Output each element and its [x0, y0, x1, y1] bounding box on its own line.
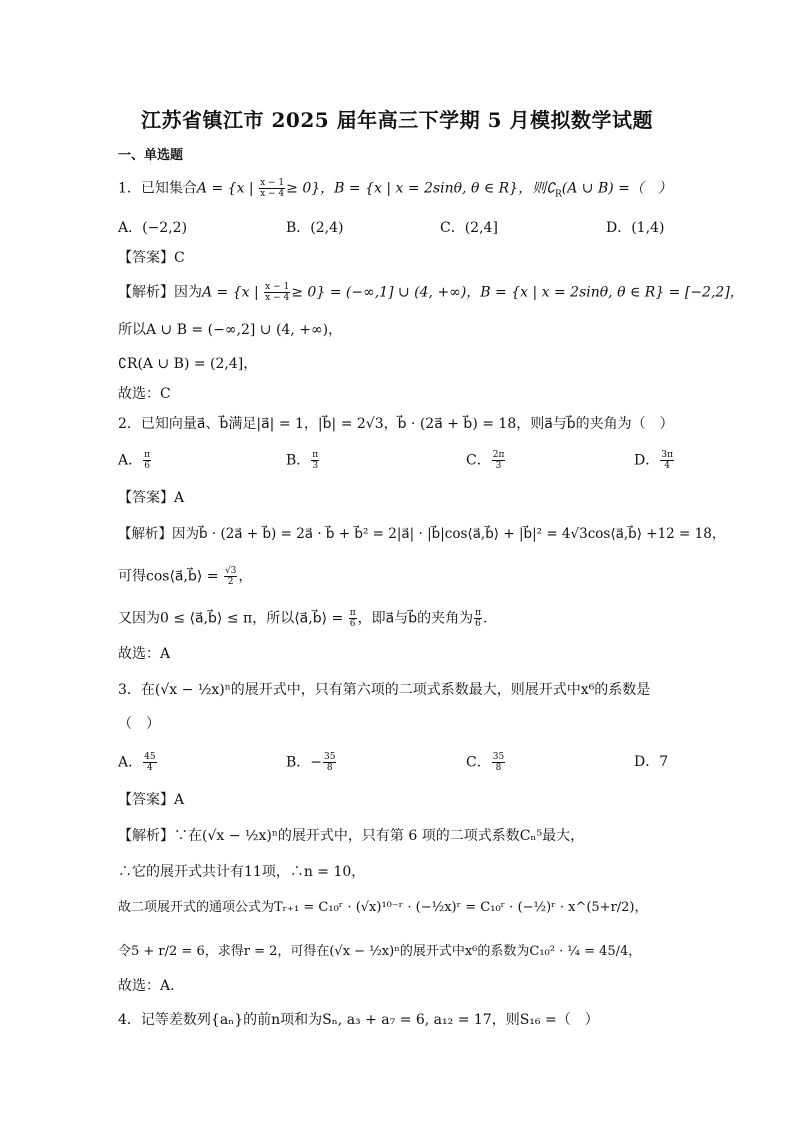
q2-expl3-frac [349, 608, 357, 629]
q2-option-d-den: 4 [664, 461, 670, 471]
q3-explanation-4: 令5 + r/2 = 6，求得r = 2，可得在(√x − ½x)ⁿ的展开式中x⁶的系数为C₁₀² · ¼ = 45/4， [118, 944, 642, 959]
q3-explanation-5: 故选：A. [118, 978, 175, 994]
q1-expl-set: A = {x | [202, 284, 264, 301]
q2-option-a-num: π [144, 450, 151, 460]
q1-frac-den: x − 4 [260, 189, 285, 199]
q2-expl3-num2: π [475, 608, 481, 618]
q2-explanation-4: 故选：A [118, 646, 171, 662]
q2-expl3-mid: ，即a⃗与b⃗的夹角为 [357, 610, 474, 627]
q1-set-a: A = {x | [196, 180, 259, 197]
q2-option-b-num: π [312, 450, 319, 460]
section-heading: 一、单选题 [118, 148, 184, 163]
q4-stem: 4．记等差数列{aₙ}的前n项和为Sₙ, a₃ + a₇ = 6, a₁₂ = 17，则S₁₆ =（ ） [118, 1012, 599, 1028]
q2-option-c-num: 2π [492, 450, 505, 460]
q1-explanation-3: ∁R(A ∪ B) = (2,4]， [118, 356, 258, 372]
q2-option-d [634, 450, 675, 471]
q3-option-b [286, 752, 337, 773]
q2-expl2-text: 可得cos⟨a⃗,b⃗⟩ = [118, 568, 223, 585]
q3-option-d: D．7 [634, 754, 669, 770]
q2-option-d-num: 3π [661, 450, 673, 460]
q3-option-b-den: 8 [326, 763, 333, 773]
page-title: 江苏省镇江市 2025 届年高三下学期 5 月模拟数学试题 [141, 108, 653, 132]
q1-answer: 【答案】C [118, 250, 185, 266]
q2-option-b-den: 3 [312, 461, 319, 471]
q2-option-a-den: 6 [144, 461, 150, 471]
q3-option-b-frac [323, 752, 336, 773]
q2-option-d-frac [660, 450, 674, 471]
q2-option-c-label: C． [466, 452, 491, 469]
q3-option-a-frac [143, 752, 156, 773]
q1-expl-rest: ≥ 0} = (−∞,1] ∪ (4, +∞)，B = {x | x = 2sinθ, θ ∈ R} = [−2,2]， [291, 284, 744, 301]
q2-expl3-text: 又因为0 ≤ ⟨a⃗,b⃗⟩ ≤ π，所以⟨a⃗,b⃗⟩ = [118, 610, 348, 627]
q2-explanation-3 [118, 608, 487, 629]
q1-stem-intro: 1．已知集合 [118, 180, 197, 197]
q2-option-d-label: D． [634, 452, 660, 469]
q2-option-b [286, 450, 320, 471]
q2-option-a-frac [143, 450, 151, 471]
q1-stem [118, 178, 672, 204]
q2-option-c [466, 450, 506, 471]
q1-frac-num: x − 1 [260, 178, 285, 188]
q2-expl3-frac2 [474, 608, 482, 629]
q1-fraction [259, 178, 285, 199]
q1-option-d: D．(1,4) [606, 220, 665, 236]
q3-answer: 【答案】A [118, 792, 185, 808]
q3-option-b-num: 35 [324, 752, 336, 762]
q2-option-a-label: A． [118, 452, 143, 469]
q2-expl2-frac [224, 566, 237, 587]
q2-option-c-den: 3 [495, 461, 502, 471]
q3-option-c-den: 8 [495, 763, 502, 773]
q1-explanation-1 [118, 282, 744, 303]
q2-expl3-end: . [483, 610, 488, 627]
q2-expl2-end: ， [238, 568, 253, 585]
q1-explanation-2: 所以A ∪ B = (−∞,2] ∪ (4, +∞)， [118, 322, 343, 338]
q1-option-c: C．(2,4] [440, 220, 498, 236]
q2-expl2-den: 2 [227, 577, 234, 587]
q1-explanation-4: 故选：C [118, 386, 171, 402]
q1-expl-frac-den: x − 4 [265, 293, 290, 303]
q1-option-b: B．(2,4) [286, 220, 344, 236]
q2-explanation-2 [118, 566, 252, 587]
q2-option-b-frac [311, 450, 319, 471]
q3-option-c-num: 35 [492, 752, 505, 762]
q1-stem-rest: ≥ 0}，B = {x | x = 2sinθ, θ ∈ R}，则∁ [286, 180, 555, 197]
q2-expl3-den: 6 [349, 619, 356, 629]
q2-option-b-label: B． [286, 452, 311, 469]
q3-explanation-3: 故二项展开式的通项公式为Tᵣ₊₁ = C₁₀ʳ · (√x)¹⁰⁻ʳ · (−½x)ʳ = C₁₀ʳ · (−½)ʳ · x^(5+r/2)， [118, 900, 648, 915]
q2-answer: 【答案】A [118, 490, 185, 506]
q2-option-a [118, 450, 152, 471]
q3-stem-2: （ ） [118, 716, 160, 732]
q3-explanation-1: 【解析】∵在(√x − ½x)ⁿ的展开式中，只有第 6 项的二项式系数Cₙ⁵最大， [118, 828, 585, 844]
q3-explanation-2: ∴它的展开式共计有11项，∴n = 10， [118, 864, 366, 880]
q1-expl-fraction [264, 282, 290, 303]
q3-option-a [118, 752, 158, 773]
q3-option-c [466, 752, 506, 773]
q3-option-c-frac [492, 752, 505, 773]
q1-sub-r: R [555, 189, 562, 200]
q2-explanation-1: 【解析】因为b⃗ · (2a⃗ + b⃗) = 2a⃗ · b⃗ + b⃗² = 2|a⃗| · |b⃗|cos⟨a⃗,b⃗⟩ + |b⃗|² = 4√3cos⟨a⃗,b⃗⟩ +12 = 18， [118, 526, 726, 542]
q3-option-a-den: 4 [146, 763, 153, 773]
q1-expl-intro: 【解析】因为 [118, 284, 202, 301]
q3-option-b-sign: − [310, 754, 323, 771]
q3-option-c-label: C． [466, 754, 491, 771]
q2-expl3-den2: 6 [475, 619, 481, 629]
q1-expl-frac-num: x − 1 [265, 282, 290, 292]
q1-option-a: A．(−2,2) [118, 220, 188, 236]
q2-stem: 2．已知向量a⃗、b⃗满足|a⃗| = 1，|b⃗| = 2√3，b⃗ · (2a⃗ + b⃗) = 18，则a⃗与b⃗的夹角为（ ） [118, 416, 674, 432]
q3-option-a-num: 45 [144, 752, 156, 762]
q3-option-a-label: A． [118, 754, 143, 771]
q3-stem-1: 3．在(√x − ½x)ⁿ的展开式中，只有第六项的二项式系数最大，则展开式中x⁶的系数是 [118, 682, 651, 698]
q1-stem-end: (A ∪ B) =（ ） [561, 180, 672, 197]
q2-expl3-num: π [349, 608, 356, 618]
q3-option-b-label: B． [286, 754, 311, 771]
q2-option-c-frac [492, 450, 506, 471]
q2-expl2-num: √3 [224, 566, 237, 576]
